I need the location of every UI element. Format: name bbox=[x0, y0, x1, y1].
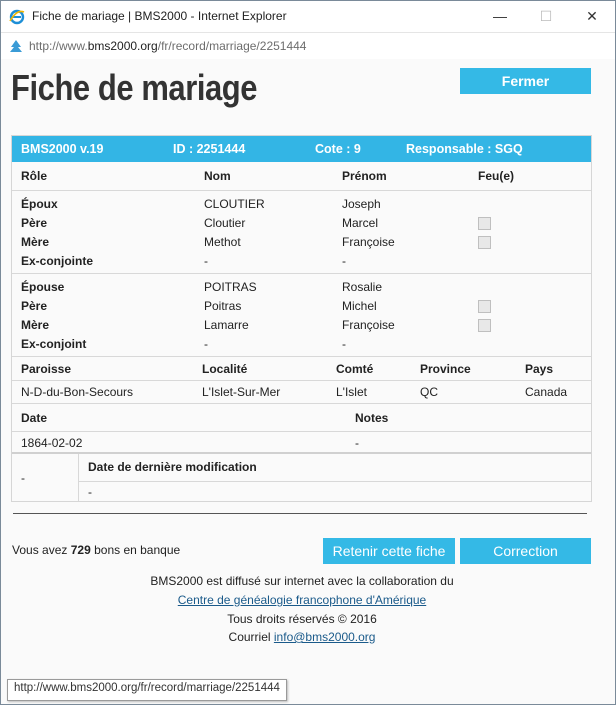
modification-section bbox=[12, 452, 591, 501]
version-label: BMS2000 v.19 bbox=[21, 142, 104, 156]
bank-text bbox=[12, 543, 180, 557]
modification-value: - bbox=[88, 485, 92, 499]
prenom-cell: Françoise bbox=[342, 318, 395, 332]
table-row bbox=[12, 334, 591, 356]
page-content bbox=[1, 59, 615, 704]
nom-cell: Methot bbox=[204, 235, 241, 249]
feu-checkbox bbox=[478, 319, 491, 332]
prenom-cell: - bbox=[342, 254, 346, 268]
close-window-button[interactable] bbox=[569, 1, 615, 32]
url-path: /fr/record/marriage/2251444 bbox=[157, 39, 307, 53]
role-cell: Père bbox=[21, 216, 48, 230]
prenom-cell: Joseph bbox=[342, 197, 381, 211]
place-section bbox=[12, 356, 591, 403]
localite-value: L'Islet-Sur-Mer bbox=[202, 385, 281, 399]
status-tooltip: http://www.bms2000.org/fr/record/marriage/2251444 bbox=[7, 679, 287, 701]
internet-explorer-icon bbox=[9, 9, 25, 25]
epouse-group bbox=[12, 273, 591, 356]
pays-header: Pays bbox=[525, 362, 554, 376]
pays-value: Canada bbox=[525, 385, 568, 399]
divider bbox=[79, 481, 591, 482]
cote-label: Cote : 9 bbox=[315, 142, 361, 156]
cgfa-link[interactable]: Centre de généalogie francophone d'Amérique bbox=[177, 593, 427, 607]
notes-value: - bbox=[355, 436, 359, 450]
epoux-group bbox=[12, 190, 591, 273]
comte-value: L'Islet bbox=[336, 385, 367, 399]
date-value: 1864-02-02 bbox=[21, 436, 83, 450]
responsable-label: Responsable : SGQ bbox=[406, 142, 523, 156]
date-values-row bbox=[12, 431, 591, 452]
role-cell: Ex-conjoint bbox=[21, 337, 87, 351]
feu-header: Feu(e) bbox=[478, 169, 514, 183]
nom-cell: POITRAS bbox=[204, 280, 257, 294]
table-row bbox=[12, 277, 591, 296]
footer-rights: Tous droits réservés © 2016 bbox=[227, 612, 377, 626]
fermer-button[interactable]: Fermer bbox=[460, 68, 591, 94]
table-row bbox=[12, 296, 591, 315]
site-favicon-icon bbox=[8, 38, 24, 54]
window-title: Fiche de mariage | BMS2000 - Internet Explorer bbox=[32, 9, 287, 23]
footer-line1: BMS2000 est diffusé sur internet avec la collaboration du bbox=[150, 574, 454, 588]
footer-contact bbox=[1, 630, 603, 644]
record-id: ID : 2251444 bbox=[173, 142, 246, 156]
correction-button[interactable]: Correction bbox=[460, 538, 591, 564]
place-values-row bbox=[12, 380, 591, 403]
retenir-fiche-button[interactable]: Retenir cette fiche bbox=[323, 538, 455, 564]
bank-suffix: bons en banque bbox=[94, 543, 181, 557]
nom-cell: CLOUTIER bbox=[204, 197, 265, 211]
table-row bbox=[12, 251, 591, 273]
url-domain: bms2000.org bbox=[87, 39, 158, 53]
modification-box bbox=[78, 454, 591, 501]
prenom-cell: Marcel bbox=[342, 216, 379, 230]
modification-label: Date de dernière modification bbox=[88, 460, 257, 474]
minimize-button[interactable] bbox=[477, 1, 523, 32]
province-value: QC bbox=[420, 385, 438, 399]
nom-cell: Poitras bbox=[204, 299, 242, 313]
table-row bbox=[12, 213, 591, 232]
minimize-icon: — bbox=[493, 8, 507, 24]
email-link[interactable]: info@bms2000.org bbox=[273, 630, 376, 644]
title-bar bbox=[1, 1, 615, 32]
nom-cell: - bbox=[204, 337, 208, 351]
bank-count: 729 bbox=[70, 543, 91, 557]
nom-header: Nom bbox=[204, 169, 231, 183]
role-cell: Père bbox=[21, 299, 48, 313]
prenom-cell: - bbox=[342, 337, 346, 351]
role-cell: Mère bbox=[21, 235, 50, 249]
table-row bbox=[12, 232, 591, 251]
nom-cell: Lamarre bbox=[204, 318, 249, 332]
url-prefix: http://www. bbox=[29, 39, 88, 53]
date-header: Date bbox=[21, 411, 48, 425]
comte-header: Comté bbox=[336, 362, 374, 376]
address-url[interactable] bbox=[29, 39, 306, 53]
feu-checkbox bbox=[478, 236, 491, 249]
role-cell: Épouse bbox=[21, 280, 65, 294]
people-header-row bbox=[12, 162, 591, 186]
table-row bbox=[12, 194, 591, 213]
record-card bbox=[11, 135, 592, 502]
role-header: Rôle bbox=[21, 169, 48, 183]
prenom-header: Prénom bbox=[342, 169, 387, 183]
table-row bbox=[12, 315, 591, 334]
place-header-row bbox=[12, 357, 591, 380]
nom-cell: Cloutier bbox=[204, 216, 246, 230]
notes-header: Notes bbox=[355, 411, 389, 425]
bank-prefix: Vous avez bbox=[12, 543, 68, 557]
role-cell: Mère bbox=[21, 318, 50, 332]
province-header: Province bbox=[420, 362, 471, 376]
modification-left-value: - bbox=[21, 471, 25, 485]
prenom-cell: Michel bbox=[342, 299, 377, 313]
prenom-cell: Françoise bbox=[342, 235, 395, 249]
divider bbox=[13, 513, 587, 514]
prenom-cell: Rosalie bbox=[342, 280, 383, 294]
footer-link-line bbox=[1, 593, 603, 607]
address-bar[interactable] bbox=[1, 32, 615, 60]
feu-checkbox bbox=[478, 300, 491, 313]
role-cell: Ex-conjointe bbox=[21, 254, 94, 268]
feu-checkbox bbox=[478, 217, 491, 230]
maximize-button[interactable] bbox=[523, 1, 569, 32]
contact-prefix: Courriel bbox=[228, 630, 271, 644]
close-icon: ✕ bbox=[586, 8, 598, 24]
record-header bbox=[12, 136, 591, 162]
nom-cell: - bbox=[204, 254, 208, 268]
paroisse-header: Paroisse bbox=[21, 362, 72, 376]
maximize-icon: ☐ bbox=[539, 8, 553, 24]
paroisse-value: N-D-du-Bon-Secours bbox=[21, 385, 134, 399]
page-title: Fiche de mariage bbox=[11, 67, 258, 108]
date-section bbox=[12, 403, 591, 452]
role-cell: Époux bbox=[21, 197, 58, 211]
localite-header: Localité bbox=[202, 362, 248, 376]
date-header-row bbox=[12, 404, 591, 431]
